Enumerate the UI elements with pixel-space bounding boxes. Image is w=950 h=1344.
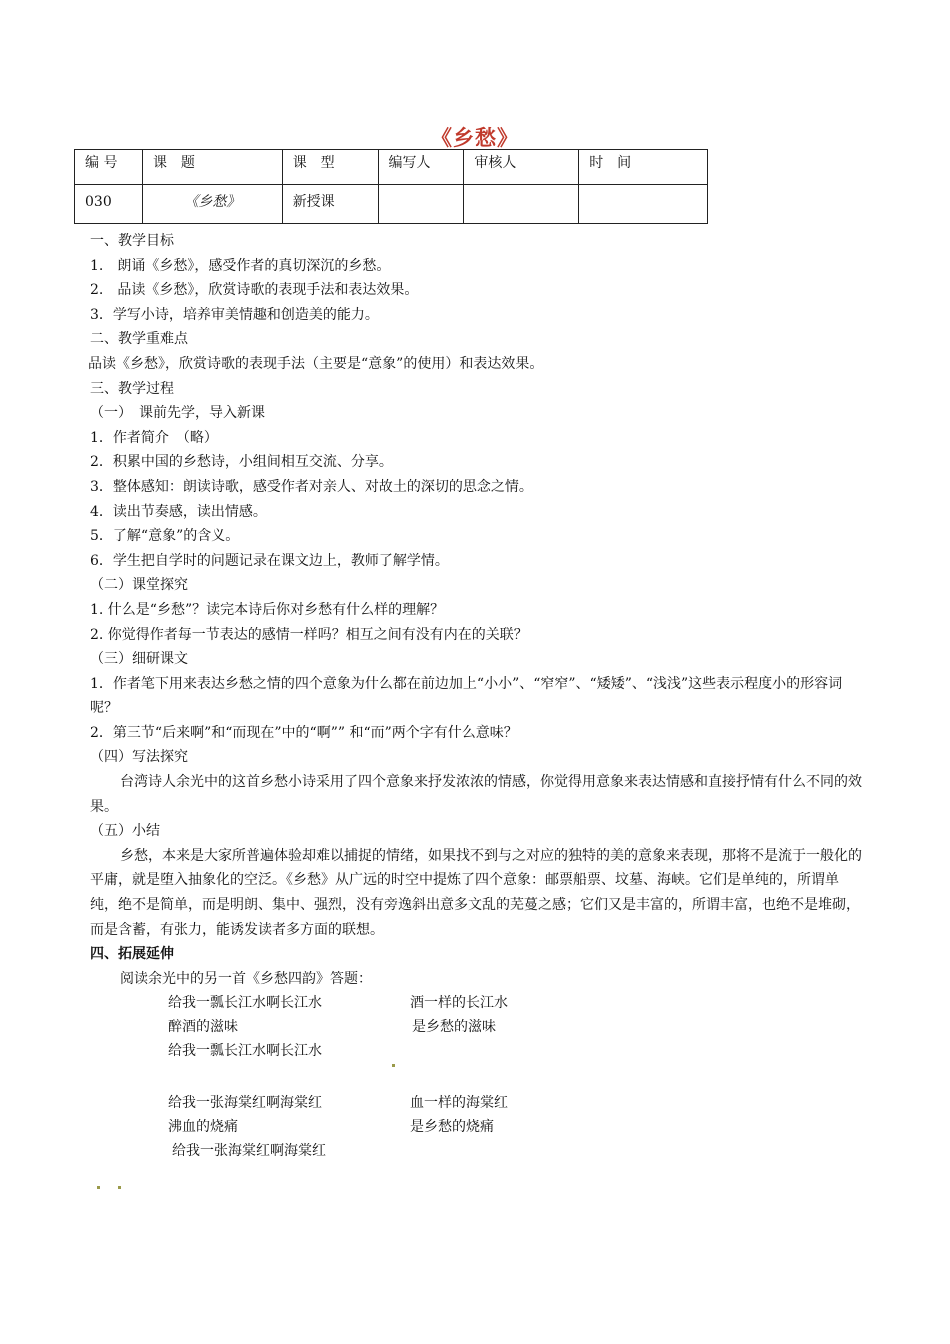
poem-line: [90, 1115, 862, 1139]
poem-right: 是乡愁的烧痛: [410, 1119, 494, 1136]
poem-left: 给我一张海棠红啊海棠红: [168, 1095, 322, 1112]
speck-mark: [97, 1186, 100, 1189]
question-item: 1. 什么是“乡愁”？读完本诗后你对乡愁有什么样的理解？: [90, 601, 445, 618]
poem-right: 是乡愁的滋味: [412, 1019, 496, 1036]
question-item: 2．第三节“后来啊”和“而现在”中的“啊”” 和“而”两个字有什么意味？: [90, 724, 518, 741]
paragraph: 品读《乡愁》，欣赏诗歌的表现手法（主要是“意象”的使用）和表达效果。: [88, 355, 544, 372]
header-number: 编 号: [75, 150, 143, 185]
objective-item: 2. 品读《乡愁》，欣赏诗歌的表现手法和表达效果。: [90, 282, 419, 299]
subsection-heading: （四）写法探究: [90, 749, 188, 766]
paragraph: 乡愁，本来是大家所普遍体验却难以捕捉的情绪，如果找不到与之对应的独特的美的意象来表现，那将不是流于一般化的平庸，就是堕入抽象化的空泛。《乡愁》从广远的时空中提炼了四个意象：邮票船票、坟墓、海峡。它们是单纯的，所谓单纯，绝不是简单，而是明朗、集中、强烈，没有旁逸斜出意多文乱的芜蔓之感；它们又是丰富的，所谓丰富，也绝不是堆砌，而是含蓄，有张力，能诱发读者多方面的联想。: [90, 847, 862, 938]
value-topic: 《乡愁》: [142, 185, 282, 224]
poem-line: [90, 1015, 862, 1039]
list-item: 5．了解“意象”的含义。: [90, 528, 240, 545]
header-author: 编写人: [378, 150, 464, 185]
value-author: [378, 185, 464, 224]
poem-left: 醉酒的滋味: [168, 1019, 238, 1036]
poem-left: 给我一张海棠红啊海棠红: [172, 1143, 326, 1160]
subsection-heading: （三）细研课文: [90, 651, 188, 668]
poem-right: 酒一样的长江水: [410, 995, 508, 1012]
lesson-info-table: [74, 149, 708, 224]
header-topic: 课 题: [142, 150, 282, 185]
poem-line: [90, 1039, 862, 1063]
paragraph: 阅读余光中的另一首《乡愁四韵》答题：: [120, 970, 372, 987]
lesson-content: [90, 229, 862, 1163]
objective-item: 1. 朗诵《乡愁》，感受作者的真切深沉的乡愁。: [90, 257, 391, 274]
list-item: 2．积累中国的乡愁诗，小组间相互交流、分享。: [90, 454, 393, 471]
stanza-gap: [90, 1063, 862, 1091]
table-header-row: [75, 150, 708, 185]
poem-line: [90, 1139, 862, 1163]
question-item: 2. 你觉得作者每一节表达的感情一样吗？相互之间有没有内在的关联？: [90, 626, 528, 643]
speck-mark: [118, 1186, 121, 1189]
header-time: 时 间: [579, 150, 708, 185]
list-item: 4．读出节奏感，读出情感。: [90, 503, 267, 520]
list-item: 1．作者简介 （略）: [90, 429, 218, 446]
question-item: 1．作者笔下用来表达乡愁之情的四个意象为什么都在前边加上“小小”、“窄窄”、“矮矮”、“浅浅”这些表示程度小的形容词呢？: [90, 675, 843, 717]
section-heading: 二、教学重难点: [90, 331, 188, 348]
header-reviewer: 审核人: [464, 150, 579, 185]
subsection-heading: （一） 课前先学，导入新课: [90, 405, 265, 422]
poem-line: [90, 991, 862, 1015]
paragraph: 台湾诗人余光中的这首乡愁小诗采用了四个意象来抒发浓浓的情感，你觉得用意象来表达情感和直接抒情有什么不同的效果。: [90, 774, 862, 815]
poem-left: 沸血的烧痛: [168, 1119, 238, 1136]
document-title: 《乡愁》: [431, 126, 519, 150]
subsection-heading: （二）课堂探究: [90, 577, 188, 594]
value-type: 新授课: [282, 185, 378, 224]
poem-line: [90, 1091, 862, 1115]
poem-left: 给我一瓢长江水啊长江水: [168, 1043, 322, 1060]
objective-item: 3．学写小诗，培养审美情趣和创造美的能力。: [90, 306, 379, 323]
list-item: 6．学生把自学时的问题记录在课文边上，教师了解学情。: [90, 552, 449, 569]
subsection-heading: （五）小结: [90, 823, 160, 840]
table-value-row: [75, 185, 708, 224]
list-item: 3．整体感知：朗读诗歌，感受作者对亲人、对故土的深切的思念之情。: [90, 478, 533, 495]
section-heading: 四、拓展延伸: [90, 946, 174, 963]
poem-left: 给我一瓢长江水啊长江水: [168, 995, 322, 1012]
value-time: [579, 185, 708, 224]
value-reviewer: [464, 185, 579, 224]
poem-right: 血一样的海棠红: [410, 1095, 508, 1112]
section-heading: 一、教学目标: [90, 233, 174, 249]
speck-mark: [392, 1064, 395, 1067]
value-number: 030: [75, 185, 143, 224]
header-type: 课 型: [282, 150, 378, 185]
section-heading: 三、教学过程: [90, 380, 174, 397]
